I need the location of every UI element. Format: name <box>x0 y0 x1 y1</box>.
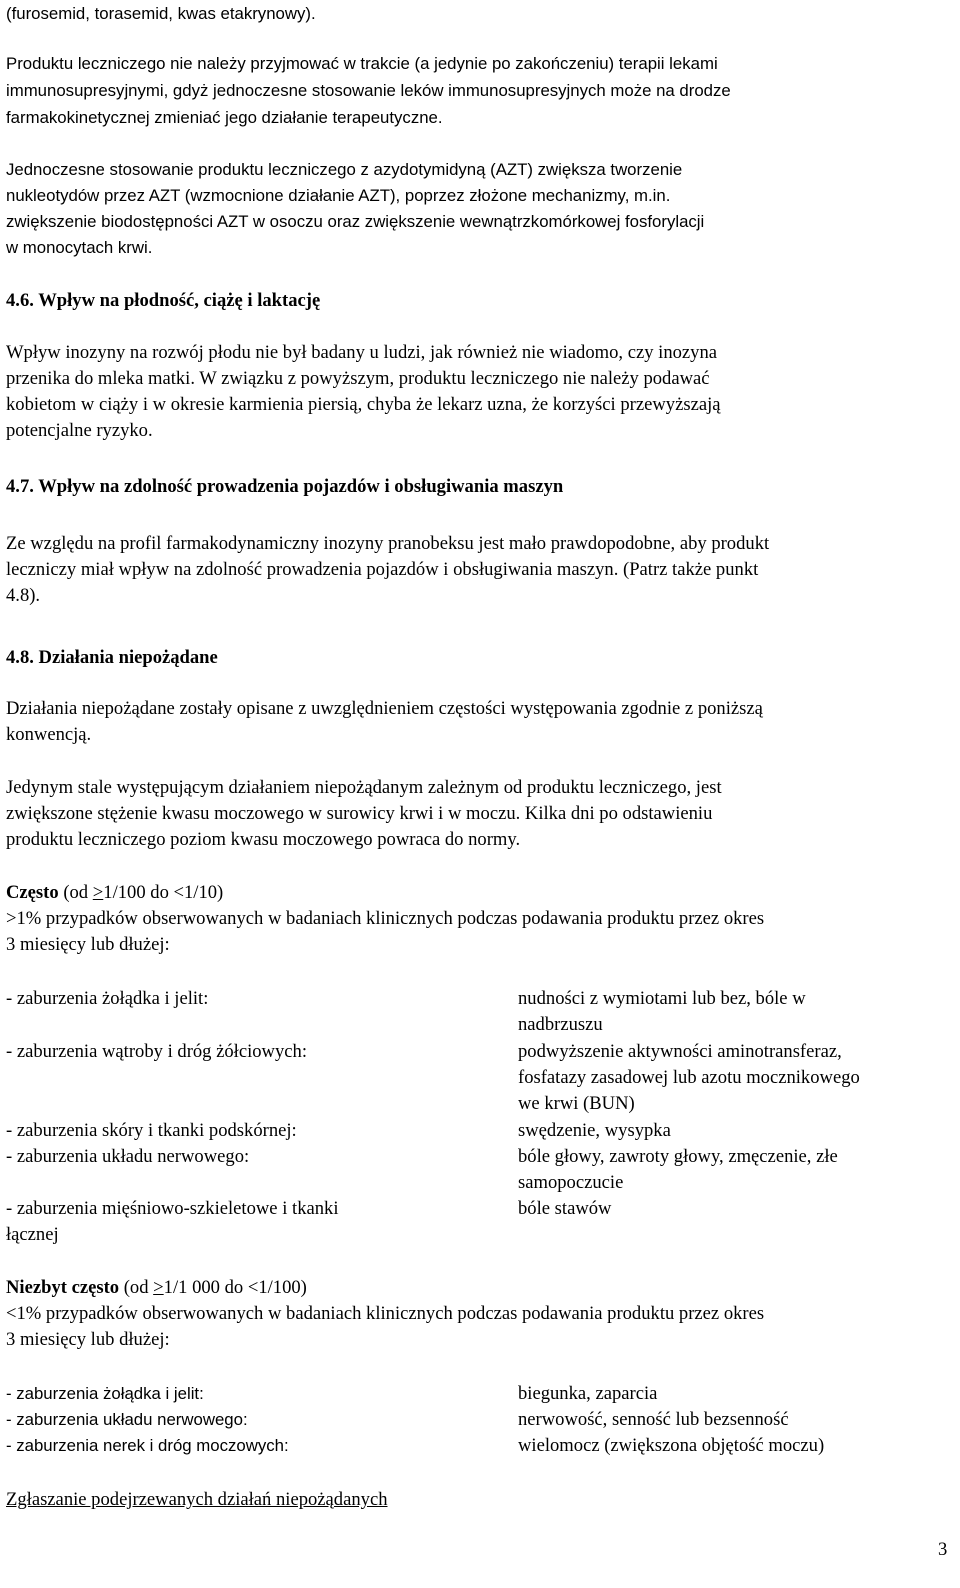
effect: bóle głowy, zawroty głowy, zmęczenie, złe <box>518 1146 838 1167</box>
effect: podwyższenie aktywności aminotransferaz, <box>518 1041 842 1062</box>
organ-class: - zaburzenia żołądka i jelit: <box>6 1384 204 1403</box>
text-line: >1% przypadków obserwowanych w badaniach klinicznych podczas podawania produktu przez okres <box>6 908 765 929</box>
frequency-label: Niezbyt często <box>6 1277 120 1298</box>
text-line: konwencją. <box>6 724 92 745</box>
effect: samopoczucie <box>518 1172 624 1193</box>
organ-class: - zaburzenia skóry i tkanki podskórnej: <box>6 1120 297 1141</box>
organ-class: - zaburzenia wątroby i dróg żółciowych: <box>6 1041 307 1062</box>
section-heading-4-6: 4.6. Wpływ na płodność, ciążę i laktację <box>6 290 321 311</box>
text-line: potencjalne ryzyko. <box>6 420 153 441</box>
effect: nudności z wymiotami lub bez, bóle w <box>518 988 806 1009</box>
text-line: kobietom w ciąży i w okresie karmienia piersią, chyba że lekarz uzna, że korzyści przewyższają <box>6 394 721 415</box>
intro-line: (furosemid, torasemid, kwas etakrynowy). <box>6 4 316 23</box>
organ-class: - zaburzenia układu nerwowego: <box>6 1146 250 1167</box>
organ-class: - zaburzenia nerek i dróg moczowych: <box>6 1436 289 1455</box>
text-line: Jedynym stale występującym działaniem niepożądanym zależnym od produktu leczniczego, jest <box>6 777 722 798</box>
text-line: farmakokinetycznej zmieniać jego działanie terapeutyczne. <box>6 108 443 127</box>
effect: fosfatazy zasadowej lub azotu mocznikowego <box>518 1067 860 1088</box>
organ-class: łącznej <box>6 1224 59 1245</box>
text-line: 3 miesięcy lub dłużej: <box>6 934 170 955</box>
text-line: leczniczy miał wpływ na zdolność prowadzenia pojazdów i obsługiwania maszyn. (Patrz także punkt <box>6 559 759 580</box>
effect: nerwowość, senność lub bezsenność <box>518 1409 789 1430</box>
frequency-label: Często <box>6 882 59 903</box>
effect: nadbrzuszu <box>518 1014 603 1035</box>
effect: wielomocz (zwiększona objętość moczu) <box>518 1435 825 1456</box>
reporting-heading: Zgłaszanie podejrzewanych działań niepożądanych <box>6 1489 388 1510</box>
effect: bóle stawów <box>518 1198 612 1219</box>
text-line: 3 miesięcy lub dłużej: <box>6 1329 170 1350</box>
text-line: Ze względu na profil farmakodynamiczny inozyny pranobeksu jest mało prawdopodobne, aby produkt <box>6 533 770 554</box>
text-line: w monocytach krwi. <box>6 238 153 257</box>
text-line: <1% przypadków obserwowanych w badaniach klinicznych podczas podawania produktu przez okres <box>6 1303 765 1324</box>
page-number: 3 <box>938 1539 948 1560</box>
effect: swędzenie, wysypka <box>518 1120 671 1141</box>
text-line: Produktu leczniczego nie należy przyjmować w trakcie (a jedynie po zakończeniu) terapii lekami <box>6 54 718 73</box>
text-line: 4.8). <box>6 585 41 606</box>
frequency-heading: Często (od >1/100 do <1/10) <box>6 882 224 903</box>
text-line: zwiększone stężenie kwasu moczowego w surowicy krwi i w moczu. Kilka dni po odstawieniu <box>6 803 713 824</box>
effect: we krwi (BUN) <box>518 1093 635 1114</box>
text-line: zwiększenie biodostępności AZT w osoczu oraz zwiększenie wewnątrzkomórkowej fosforylacji <box>6 212 705 231</box>
organ-class: - zaburzenia układu nerwowego: <box>6 1410 248 1429</box>
organ-class: - zaburzenia żołądka i jelit: <box>6 988 209 1009</box>
frequency-heading: Niezbyt często (od >1/1 000 do <1/100) <box>6 1277 307 1298</box>
text-line: Wpływ inozyny na rozwój płodu nie był badany u ludzi, jak również nie wiadomo, czy inozyna <box>6 342 718 363</box>
text-line: immunosupresyjnymi, gdyż jednoczesne stosowanie leków immunosupresyjnych może na drodze <box>6 81 731 100</box>
text-line: nukleotydów przez AZT (wzmocnione działanie AZT), poprzez złożone mechanizmy, m.in. <box>6 186 671 205</box>
text-line: Jednoczesne stosowanie produktu leczniczego z azydotymidyną (AZT) zwiększa tworzenie <box>6 160 683 179</box>
organ-class: - zaburzenia mięśniowo-szkieletowe i tkanki <box>6 1198 339 1219</box>
section-heading-4-7: 4.7. Wpływ na zdolność prowadzenia pojazdów i obsługiwania maszyn <box>6 476 564 497</box>
effect: biegunka, zaparcia <box>518 1383 658 1404</box>
text-line: Działania niepożądane zostały opisane z uwzględnieniem częstości występowania zgodnie z poniższą <box>6 698 763 719</box>
section-heading-4-8: 4.8. Działania niepożądane <box>6 647 218 668</box>
text-line: produktu leczniczego poziom kwasu moczowego powraca do normy. <box>6 829 521 850</box>
text-line: przenika do mleka matki. W związku z powyższym, produktu leczniczego nie należy podawać <box>6 368 710 389</box>
